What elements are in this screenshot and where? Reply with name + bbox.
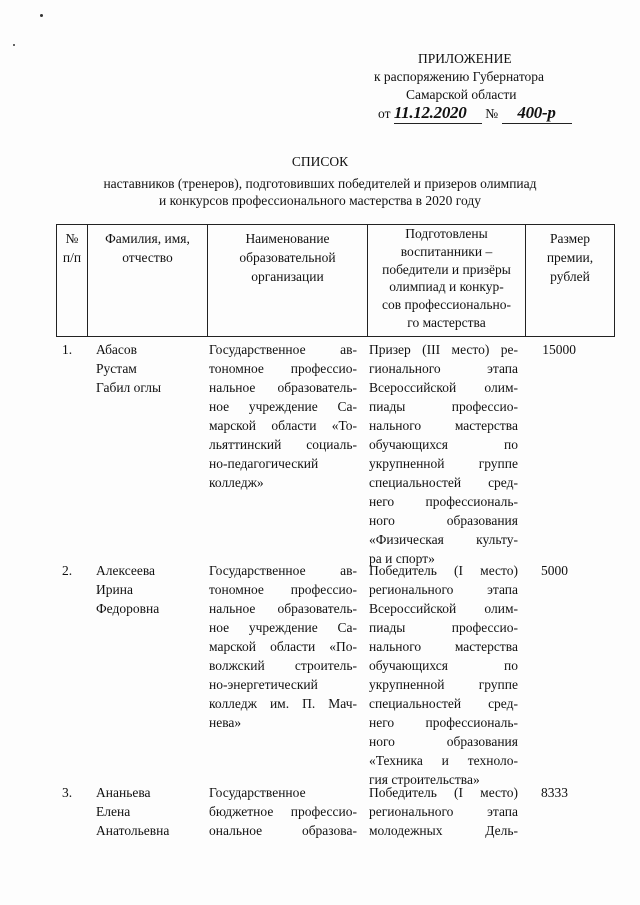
scan-speck: [40, 14, 43, 17]
trained-students: Победитель (I место) регионального этапа Всероссийской олим- пиады профессио- нального мастерства обучающихся по укрупненной группе специальностей сред- него профессиональ- ного образования «Техника и техноло- гия строительства»: [369, 563, 518, 787]
header-trained: Подготовлены воспитанники – победители и призёры олимпиад и конкур- сов профессионально- го мастерства: [382, 226, 511, 330]
prize-amount: 8333: [541, 785, 568, 800]
organization-name: Государственное бюджетное профессио- ональное образова-: [209, 785, 357, 838]
prize-amount: 5000: [541, 563, 568, 578]
scan-speck: [13, 44, 15, 46]
table-header: [56, 224, 615, 337]
mentor-name: Ананьева Елена Анатольевна: [96, 785, 170, 838]
document-title: СПИСОК: [291, 154, 349, 169]
order-reference: к распоряжению Губернатора: [374, 69, 545, 84]
subtitle-line: и конкурсов профессионального мастерства в 2020 году: [159, 193, 481, 208]
mentor-name: Абасов Рустам Габил оглы: [96, 342, 162, 395]
row-number: 2.: [62, 563, 73, 578]
number-label: №: [485, 106, 499, 121]
document-subtitle: [0, 175, 640, 209]
trained-students: Победитель (I место) регионального этапа молодежных Дель-: [369, 785, 518, 838]
row-number: 1.: [62, 342, 73, 357]
header-name: Фамилия, имя, отчество: [105, 231, 190, 265]
date-number-line: [378, 103, 572, 124]
header-org: Наименование образовательной организации: [239, 231, 336, 284]
from-label: от: [378, 106, 391, 121]
organization-name: Государственное ав- тономное профессио- нальное образователь- ное учреждение Са- марской области «То- льяттинский социаль- но-педагогический колледж»: [209, 342, 357, 490]
region-label: Самарской области: [406, 87, 517, 102]
prize-amount: 15000: [542, 342, 576, 357]
mentor-name: Алексеева Ирина Федоровна: [96, 563, 160, 616]
header-num: № п/п: [62, 231, 82, 265]
subtitle-line: наставников (тренеров), подготовивших победителей и призеров олимпиад: [103, 176, 537, 191]
appendix-label: ПРИЛОЖЕНИЕ: [418, 51, 512, 66]
trained-students: Призер (III место) ре- гионального этапа Всероссийской олим- пиады профессио- нального мастерства обучающихся по укрупненной группе специальностей сред- него профессиональ- ного образования «Физическая культу- ра и спорт»: [369, 342, 518, 566]
organization-name: Государственное ав- тономное профессио- нальное образователь- ное учреждение Са- марской области «По- волжский строитель- но-энергетический колледж им. П. Мач- нева»: [209, 563, 357, 730]
header-prize: Размер премии, рублей: [546, 231, 594, 284]
row-number: 3.: [62, 785, 73, 800]
handwritten-number: 400-р: [517, 103, 556, 122]
handwritten-date: 11.12.2020: [393, 103, 467, 122]
